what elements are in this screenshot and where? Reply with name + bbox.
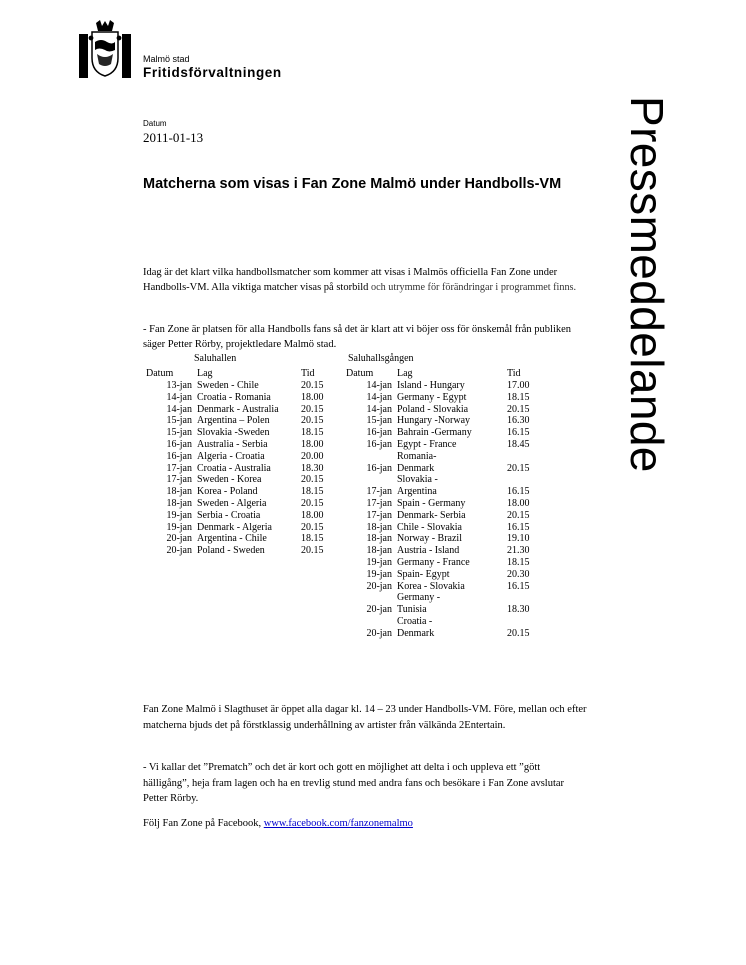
match-date: 19-jan	[166, 509, 192, 521]
match-teams: Hungary -Norway	[397, 415, 471, 427]
schedule-row	[346, 486, 551, 498]
match-date: 17-jan	[366, 486, 392, 498]
schedule-row	[146, 392, 345, 404]
match-date: 17-jan	[166, 462, 192, 474]
match-date: 14-jan	[166, 391, 192, 403]
col-header-time: Tid	[301, 368, 315, 379]
schedule-row	[146, 474, 345, 486]
schedule-row	[146, 498, 345, 510]
schedule-row	[146, 463, 345, 475]
match-date: 16-jan	[366, 427, 392, 439]
schedule-table-saluhallsgangen	[346, 368, 551, 640]
schedule-row	[346, 404, 551, 416]
match-date: 18-jan	[366, 533, 392, 545]
match-teams: Sweden - Algeria	[197, 497, 267, 509]
schedule-row	[346, 628, 551, 640]
match-time: 20.15	[301, 497, 324, 509]
match-time: 18.15	[507, 391, 530, 403]
match-teams: Poland - Sweden	[197, 545, 265, 557]
date-value: 2011-01-13	[143, 130, 204, 145]
schedule-row	[146, 510, 345, 522]
schedule-row	[146, 427, 345, 439]
schedule-row	[346, 451, 551, 463]
match-time	[507, 592, 551, 604]
match-teams: Denmark - Australia	[197, 403, 279, 415]
match-time: 20.15	[507, 403, 530, 415]
match-teams: Argentina - Chile	[197, 533, 267, 545]
match-date: 18-jan	[166, 497, 192, 509]
match-time: 20.15	[301, 380, 324, 391]
match-time: 20.15	[507, 627, 530, 639]
match-time: 20.15	[301, 415, 324, 427]
match-time: 16.15	[507, 427, 530, 439]
match-teams: Sweden - Korea	[197, 474, 262, 486]
press-release-vertical-label: Pressmeddelande	[621, 96, 673, 473]
schedule-row	[346, 392, 551, 404]
match-time: 20.00	[301, 450, 324, 462]
match-time: 20.15	[507, 462, 530, 474]
org-department-label: Fritidsförvaltningen	[143, 65, 282, 80]
opening-hours-paragraph: Fan Zone Malmö i Slagthuset är öppet alla dagar kl. 14 – 23 under Handbolls-VM. Före, mellan och efter matcherna bjuds det på förstklassig underhållning av artister från välkända 2Entertain.	[143, 704, 587, 731]
match-teams: Croatia -	[397, 615, 433, 627]
match-teams: Bahrain -Germany	[397, 427, 472, 439]
match-date: 18-jan	[166, 486, 192, 498]
match-teams: Korea - Slovakia	[397, 580, 465, 592]
schedule-row	[346, 592, 551, 604]
match-date: 20-jan	[166, 545, 192, 557]
match-time: 16.15	[507, 521, 530, 533]
match-date: 18-jan	[366, 521, 392, 533]
match-date: 16-jan	[366, 438, 392, 450]
match-date: 15-jan	[366, 415, 392, 427]
match-date: 20-jan	[366, 580, 392, 592]
match-time: 20.15	[301, 521, 324, 533]
schedule-row	[346, 380, 551, 392]
schedule-row	[146, 439, 345, 451]
match-date: 20-jan	[366, 604, 392, 616]
schedule-row	[346, 557, 551, 569]
match-teams: Denmark	[397, 462, 435, 474]
match-date: 20-jan	[366, 627, 392, 639]
match-date: 17-jan	[366, 509, 392, 521]
schedule-row	[146, 451, 345, 463]
match-teams: Croatia - Romania	[197, 391, 271, 403]
match-date: 13-jan	[166, 380, 192, 391]
col-header-date: Datum	[146, 368, 174, 379]
match-time: 19.10	[507, 533, 530, 545]
match-time	[507, 474, 551, 486]
schedule-row	[346, 427, 551, 439]
venue-left-title: Saluhallen	[194, 353, 237, 364]
match-date	[346, 592, 397, 604]
facebook-text: Följ Fan Zone på Facebook,	[143, 818, 264, 829]
match-date	[346, 451, 397, 463]
schedule-row	[346, 604, 551, 616]
match-teams: Spain- Egypt	[397, 568, 450, 580]
col-header-date: Datum	[346, 368, 374, 379]
match-time: 20.15	[301, 474, 324, 486]
match-teams: Island - Hungary	[397, 380, 465, 391]
schedule-row	[346, 510, 551, 522]
schedule-row	[346, 522, 551, 534]
schedule-row	[346, 569, 551, 581]
schedule-row	[346, 474, 551, 486]
match-date	[346, 616, 397, 628]
match-time: 16.30	[507, 415, 530, 427]
match-teams: Denmark - Algeria	[197, 521, 272, 533]
match-date: 20-jan	[166, 533, 192, 545]
col-header-time: Tid	[507, 368, 521, 379]
page-title: Matcherna som visas i Fan Zone Malmö under Handbolls-VM	[143, 176, 562, 192]
schedule-row	[346, 415, 551, 427]
match-teams: Germany - France	[397, 556, 470, 568]
match-teams: Tunisia	[397, 604, 427, 616]
org-city-label: Malmö stad	[143, 54, 190, 64]
match-time: 20.15	[507, 509, 530, 521]
match-teams: Denmark- Serbia	[397, 509, 466, 521]
match-date: 19-jan	[166, 521, 192, 533]
match-time: 20.30	[507, 568, 530, 580]
match-teams: Romania-	[397, 450, 437, 462]
match-teams: Chile - Slovakia	[397, 521, 462, 533]
match-date: 14-jan	[366, 391, 392, 403]
match-teams: Poland - Slovakia	[397, 403, 469, 415]
match-teams: Slovakia -	[397, 474, 438, 486]
schedule-row	[146, 545, 345, 557]
match-teams: Denmark	[397, 627, 435, 639]
match-date: 16-jan	[166, 450, 192, 462]
match-teams: Sweden - Chile	[197, 380, 259, 391]
match-date: 16-jan	[166, 438, 192, 450]
match-time: 18.15	[301, 486, 324, 498]
match-teams: Austria - Island	[397, 545, 460, 557]
match-date: 14-jan	[366, 403, 392, 415]
match-time: 16.15	[507, 486, 530, 498]
match-time: 18.15	[507, 556, 530, 568]
match-time: 17.00	[507, 380, 530, 391]
schedule-row	[146, 522, 345, 534]
intro-paragraph	[143, 266, 588, 295]
match-teams: Australia - Serbia	[197, 438, 268, 450]
match-date: 17-jan	[166, 474, 192, 486]
match-time: 20.15	[301, 403, 324, 415]
venue-right-title: Saluhallsgången	[348, 353, 414, 364]
match-date	[346, 474, 397, 486]
match-time: 18.15	[301, 427, 324, 439]
schedule-row	[346, 533, 551, 545]
organization-header	[143, 54, 282, 81]
match-teams: Slovakia -Sweden	[197, 427, 270, 439]
schedule-row	[146, 415, 345, 427]
match-time: 20.15	[301, 545, 324, 557]
facebook-paragraph	[143, 817, 588, 832]
schedule-row	[346, 463, 551, 475]
match-teams: Germany -	[397, 592, 441, 604]
schedule-row	[146, 486, 345, 498]
match-date: 19-jan	[366, 568, 392, 580]
match-time: 16.15	[507, 580, 530, 592]
col-header-team: Lag	[397, 368, 413, 379]
match-teams: Germany - Egypt	[397, 391, 467, 403]
match-teams: Egypt - France	[397, 438, 457, 450]
match-time	[507, 451, 551, 463]
match-time: 18.45	[507, 438, 530, 450]
facebook-link[interactable]: www.facebook.com/fanzonemalmo	[263, 818, 413, 829]
match-date: 14-jan	[366, 380, 392, 391]
match-date: 16-jan	[366, 462, 392, 474]
match-date: 15-jan	[166, 415, 192, 427]
schedule-row	[346, 545, 551, 557]
match-time: 18.30	[301, 462, 324, 474]
match-time: 21.30	[507, 545, 530, 557]
match-teams: Serbia - Croatia	[197, 509, 261, 521]
match-date: 19-jan	[366, 556, 392, 568]
schedule-row	[346, 581, 551, 593]
date-label: Datum	[143, 119, 167, 128]
match-time: 18.15	[301, 533, 324, 545]
quote-paragraph-2: - Vi kallar det ”Prematch” och det är kort och gott en möjlighet att delta i och uppleva ett ”gött hälligång”, heja fram lagen och ha en trevlig stund med andra fans och besökare i Fan Zone avslutar Petter Rörby.	[143, 762, 565, 804]
match-teams: Algeria - Croatia	[197, 450, 265, 462]
quote-paragraph-1: - Fan Zone är platsen för alla Handbolls fans så det är klart att vi böjer oss för önskemål från publiken säger Petter Rörby, projektledare Malmö stad.	[143, 324, 572, 350]
match-time: 18.00	[301, 438, 324, 450]
match-teams: Korea - Poland	[197, 486, 258, 498]
schedule-row	[346, 498, 551, 510]
malmo-coat-of-arms-logo	[79, 20, 131, 78]
match-date: 14-jan	[166, 403, 192, 415]
match-time: 18.30	[507, 604, 530, 616]
match-teams: Argentina	[397, 486, 437, 498]
schedule-table-saluhallen	[146, 368, 345, 557]
match-time: 18.00	[301, 509, 324, 521]
schedule-row	[346, 616, 551, 628]
schedule-row	[146, 533, 345, 545]
match-teams: Norway - Brazil	[397, 533, 462, 545]
col-header-team: Lag	[197, 368, 213, 379]
match-teams: Spain - Germany	[397, 497, 466, 509]
match-teams: Argentina – Polen	[197, 415, 270, 427]
schedule-row	[146, 380, 345, 392]
match-time	[507, 616, 551, 628]
match-date: 15-jan	[166, 427, 192, 439]
schedule-row	[146, 404, 345, 416]
match-time: 18.00	[507, 497, 530, 509]
match-date: 17-jan	[366, 497, 392, 509]
match-time: 18.00	[301, 391, 324, 403]
match-teams: Croatia - Australia	[197, 462, 271, 474]
intro-text-part2: och utrymme för förändringar i programmet finns.	[368, 281, 577, 293]
schedule-row	[346, 439, 551, 451]
match-date: 18-jan	[366, 545, 392, 557]
intro-text-part1: Idag är det klart vilka handbollsmatcher som kommer att visas i Malmös officiella Fan Zone under Handbolls-VM. Alla viktiga matcher visas på storbild	[143, 267, 558, 293]
